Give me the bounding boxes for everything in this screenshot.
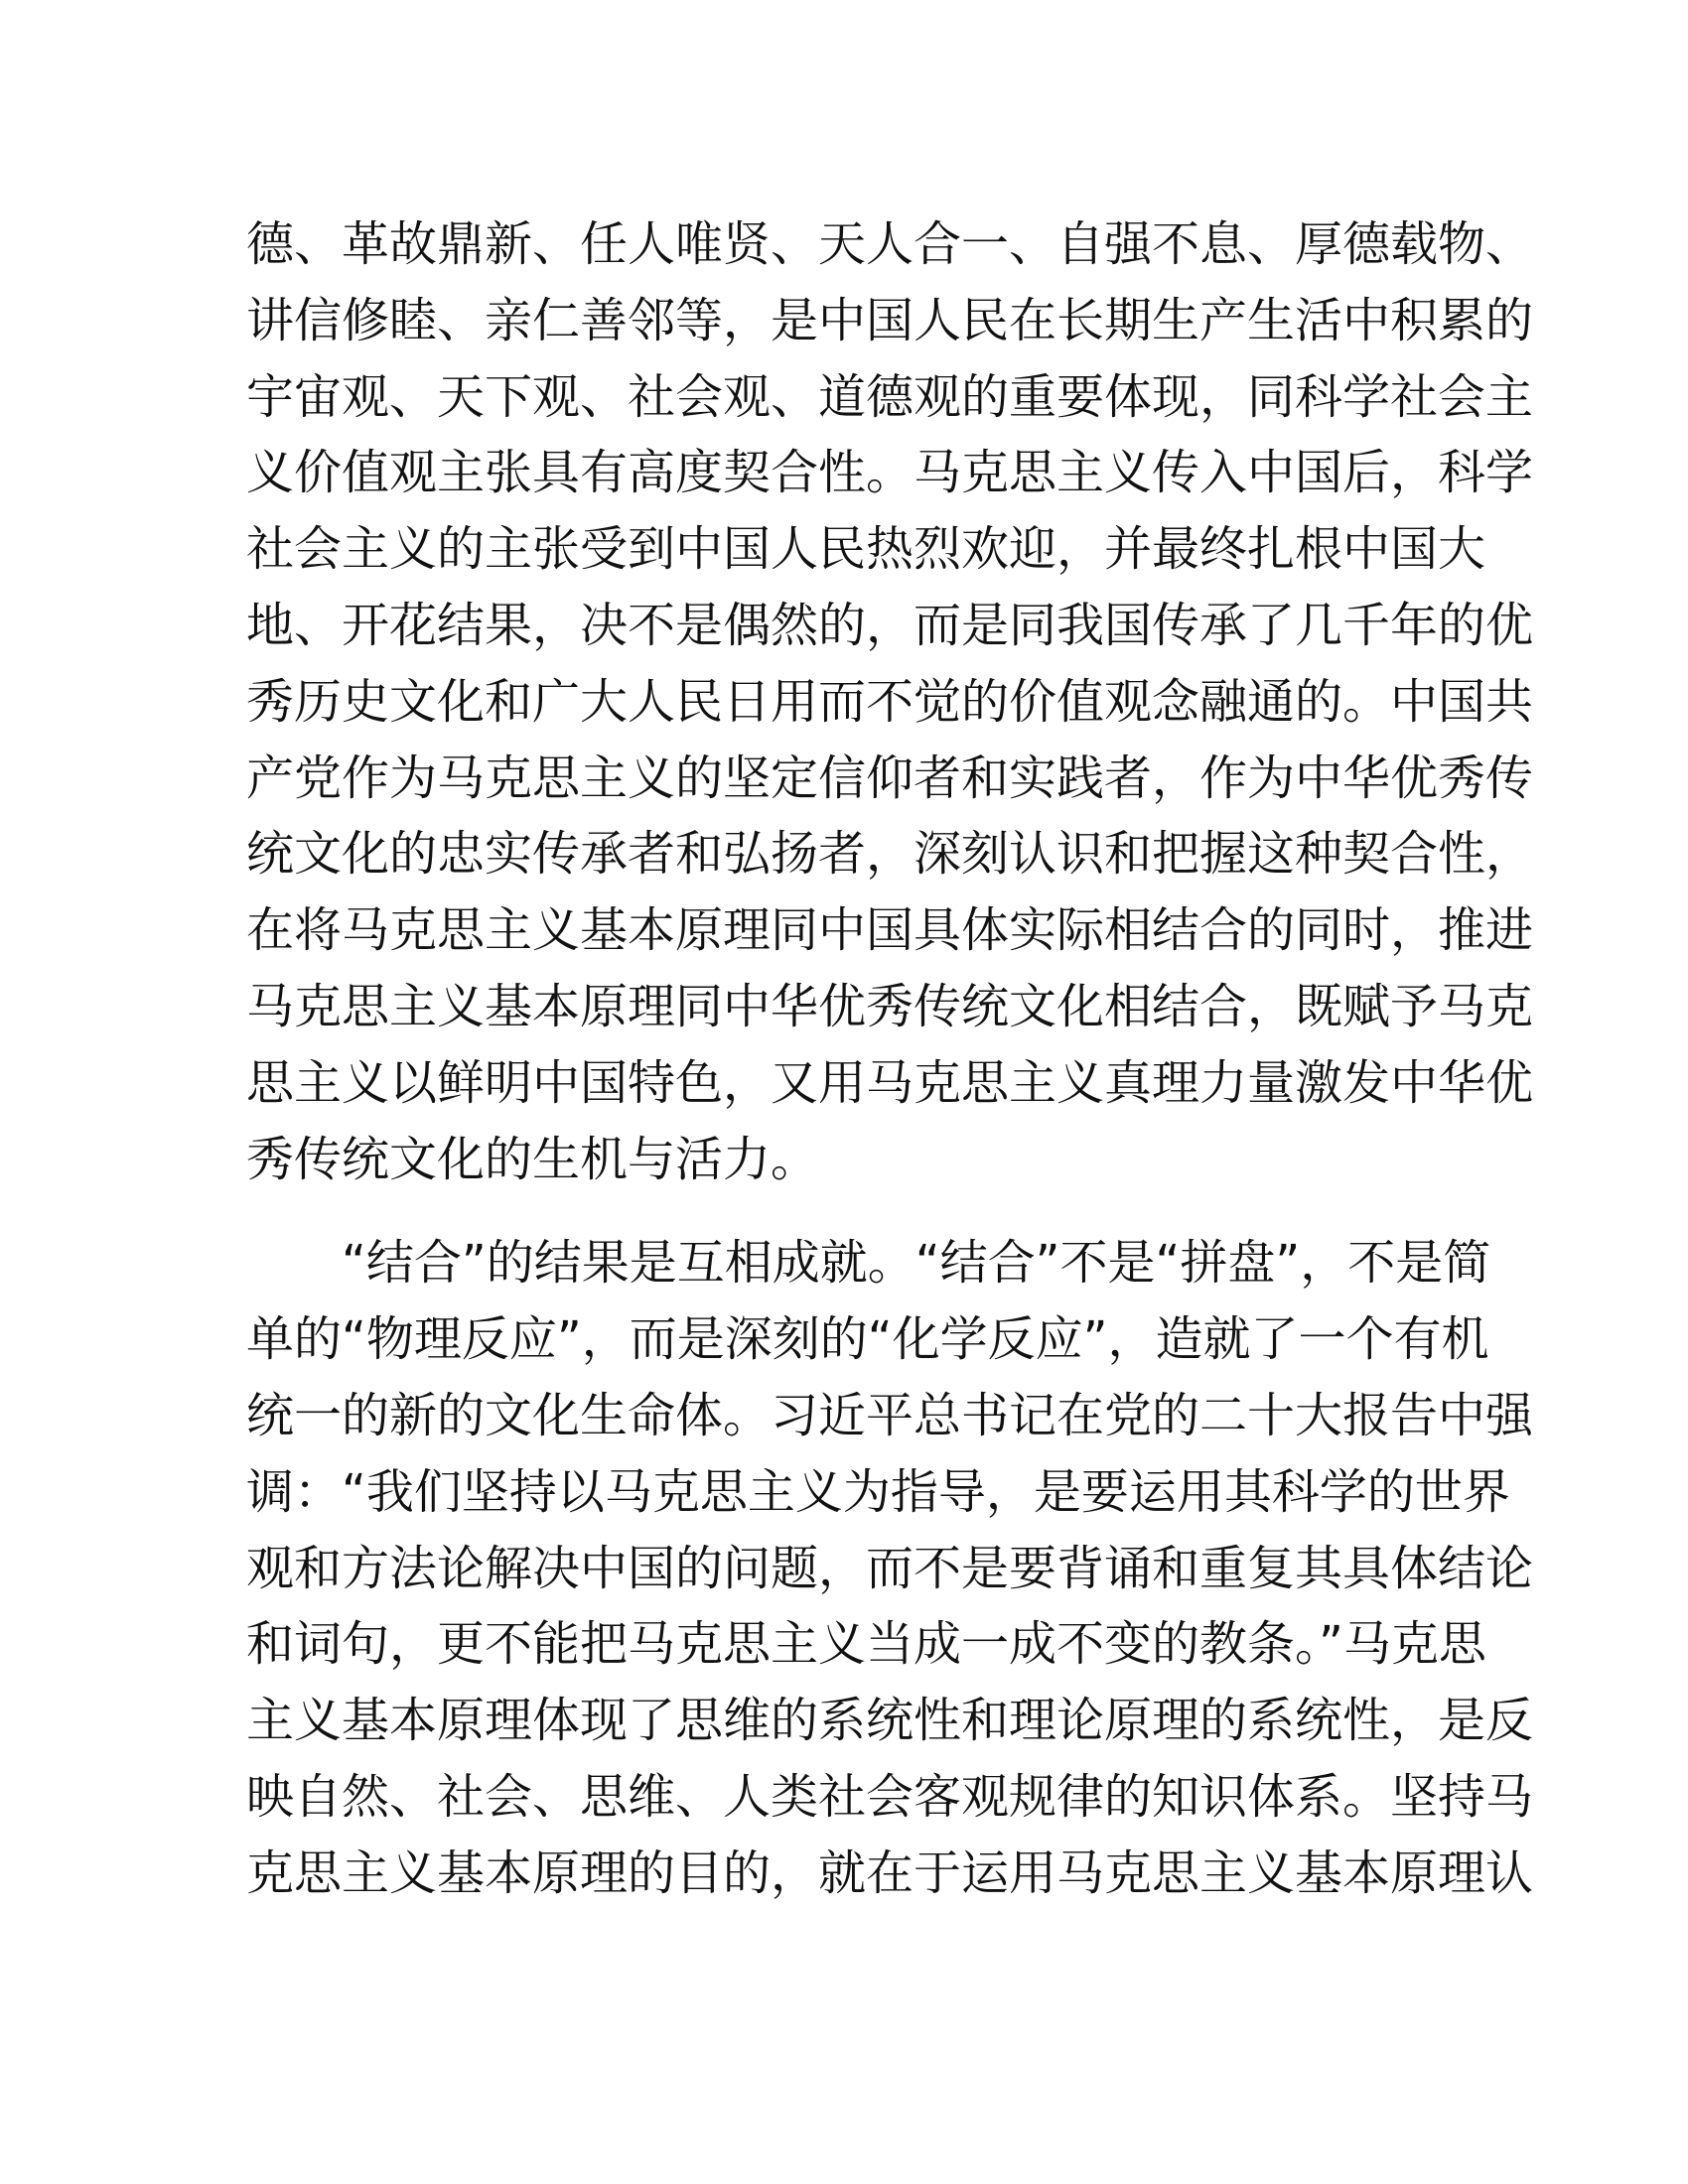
text-line: 马克思主义基本原理同中华优秀传统文化相结合，既赋予马克 xyxy=(246,978,1534,1034)
text-line: 秀历史文化和广大人民日用而不觉的价值观念融通的。中国共 xyxy=(246,673,1534,730)
paragraph-spacing xyxy=(246,1197,1438,1225)
text-line: 单的“物理反应”，而是深刻的“化学反应”，造就了一个有机 xyxy=(246,1311,1489,1368)
text-line: 社会主义的主张受到中国人民热烈欢迎，并最终扎根中国大 xyxy=(246,521,1486,578)
text-line: 调：“我们坚持以马克思主义为指导，是要运用其科学的世界 xyxy=(246,1463,1510,1520)
text-line: 克思主义基本原理的目的，就在于运用马克思主义基本原理认 xyxy=(246,1844,1534,1901)
text-line: 宇宙观、天下观、社会观、道德观的重要体现，同科学社会主 xyxy=(246,368,1534,425)
text-line: 统文化的忠实传承者和弘扬者，深刻认识和把握这种契合性， xyxy=(246,826,1534,883)
paragraph-1 xyxy=(246,206,1534,1197)
text-line: 映自然、社会、思维、人类社会客观规律的知识体系。坚持马 xyxy=(246,1768,1534,1825)
text-line: 讲信修睦、亲仁善邻等，是中国人民在长期生产生活中积累的 xyxy=(246,292,1534,348)
text-line: 德、革故鼎新、任人唯贤、天人合一、自强不息、厚德载物、 xyxy=(246,216,1534,272)
text-line: 秀传统文化的生机与活力。 xyxy=(246,1131,819,1187)
text-line: 主义基本原理体现了思维的系统性和理论原理的系统性，是反 xyxy=(246,1693,1534,1749)
text-line: 观和方法论解决中国的问题，而不是要背诵和重复其具体结论 xyxy=(246,1540,1534,1596)
text-line: 产党作为马克思主义的坚定信仰者和实践者，作为中华优秀传 xyxy=(246,750,1534,806)
text-line: “结合”的结果是互相成就。“结合”不是“拼盘”，不是简 xyxy=(342,1235,1491,1292)
text-line: 地、开花结果，决不是偶然的，而是同我国传承了几千年的优 xyxy=(246,597,1534,653)
body-text xyxy=(246,206,1534,1912)
text-line: 思主义以鲜明中国特色，又用马克思主义真理力量激发中华优 xyxy=(246,1054,1534,1111)
text-line: 统一的新的文化生命体。习近平总书记在党的二十大报告中强 xyxy=(246,1387,1534,1443)
text-line: 在将马克思主义基本原理同中国具体实际相结合的同时，推进 xyxy=(246,902,1534,959)
text-line: 和词句，更不能把马克思主义当成一成不变的教条。”马克思 xyxy=(246,1616,1486,1673)
paragraph-2 xyxy=(246,1225,1534,1911)
text-line: 义价值观主张具有高度契合性。马克思主义传入中国后，科学 xyxy=(246,445,1534,501)
